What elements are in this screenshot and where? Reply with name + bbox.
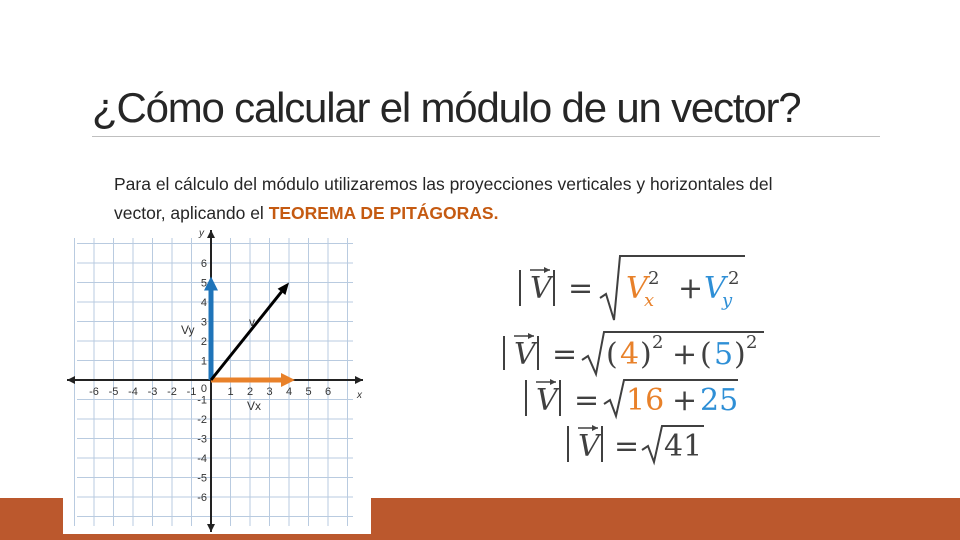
close-paren-1: ) bbox=[640, 337, 652, 372]
vy-label: Vy bbox=[181, 323, 195, 337]
equals-4: = bbox=[614, 429, 640, 464]
vector-graph bbox=[63, 226, 371, 534]
x-tick-label: -3 bbox=[147, 386, 158, 398]
x-tick-label: 3 bbox=[266, 386, 273, 398]
formula-svg bbox=[492, 252, 792, 472]
y-axis-top-arrow-icon bbox=[207, 230, 215, 238]
formula-line-2 bbox=[504, 332, 764, 374]
y-tick-label: 4 bbox=[200, 297, 207, 309]
y-axis-bottom-arrow-icon bbox=[207, 524, 215, 532]
y-tick-label: -1 bbox=[197, 394, 207, 407]
title-divider bbox=[92, 136, 880, 137]
slide-title: ¿Cómo calcular el módulo de un vector? bbox=[92, 84, 801, 131]
pythagoras-formula bbox=[492, 252, 792, 472]
x-tick-label: -6 bbox=[89, 386, 99, 398]
paragraph-text: Para el cálculo del módulo utilizaremos las proyecciones verticales y horizontales del vector, aplicando el bbox=[114, 174, 773, 223]
formula-line-1 bbox=[520, 256, 745, 320]
x-tick-label: 6 bbox=[324, 386, 332, 398]
formula-line-4 bbox=[568, 425, 704, 464]
x-tick-label: -1 bbox=[186, 386, 197, 398]
x-tick-label: 4 bbox=[285, 386, 293, 398]
vy-symbol: V bbox=[704, 271, 726, 306]
y-tick-label: 3 bbox=[200, 316, 207, 329]
slide-paragraph bbox=[114, 170, 814, 228]
formula-line-3 bbox=[526, 379, 738, 418]
equals-1: = bbox=[568, 271, 594, 306]
theorem-highlight: TEOREMA DE PITÁGORAS. bbox=[268, 203, 499, 223]
x-tick-label: -5 bbox=[108, 386, 119, 398]
value-sixteen: 16 bbox=[626, 383, 665, 418]
modulus-v-4: V bbox=[578, 429, 600, 464]
modulus-v-3: V bbox=[536, 383, 558, 418]
y-tick-label: -6 bbox=[197, 492, 207, 504]
vector-label: v bbox=[249, 315, 255, 329]
plus-2: + bbox=[672, 337, 698, 372]
y-tick-label: 5 bbox=[200, 277, 207, 290]
plus-3: + bbox=[672, 383, 698, 418]
y-tick-label: -2 bbox=[197, 414, 207, 426]
close-paren-2: ) bbox=[734, 337, 746, 372]
resultant-vector-line bbox=[211, 292, 282, 380]
x-tick-label: -2 bbox=[167, 386, 177, 398]
vx-square: 2 bbox=[648, 268, 660, 289]
vector-graph-svg bbox=[63, 226, 371, 534]
x-axis-label: x bbox=[357, 390, 362, 401]
plus-1: + bbox=[678, 271, 704, 306]
vx-label: Vx bbox=[247, 399, 262, 413]
open-paren-1: ( bbox=[606, 337, 618, 372]
vy-subscript: y bbox=[722, 290, 733, 311]
x-axis-right-arrow-icon bbox=[355, 376, 363, 384]
open-paren-2: ( bbox=[700, 337, 712, 372]
square-four: 2 bbox=[652, 332, 664, 353]
x-tick-label: 1 bbox=[227, 386, 234, 398]
y-tick-label: 1 bbox=[200, 355, 207, 368]
y-axis-label: y bbox=[199, 228, 204, 239]
origin-label: 0 bbox=[200, 383, 207, 395]
vx-symbol: V bbox=[626, 271, 648, 306]
x-axis-left-arrow-icon bbox=[67, 376, 75, 384]
y-tick-label: -5 bbox=[197, 472, 207, 485]
vy-square: 2 bbox=[728, 268, 740, 289]
modulus-v: V bbox=[530, 271, 552, 306]
equals-3: = bbox=[574, 383, 600, 418]
x-tick-label: -4 bbox=[128, 386, 138, 398]
modulus-v-2: V bbox=[514, 337, 536, 372]
y-tick-label: 2 bbox=[200, 336, 207, 348]
y-tick-label: 6 bbox=[200, 258, 207, 270]
value-twenty-five: 25 bbox=[700, 383, 739, 418]
square-five: 2 bbox=[746, 332, 758, 353]
x-tick-label: 5 bbox=[305, 386, 312, 398]
vx-subscript: x bbox=[644, 290, 655, 311]
vx-arrowhead-icon bbox=[281, 373, 295, 387]
value-forty-one: 41 bbox=[664, 429, 703, 464]
equals-2: = bbox=[552, 337, 578, 372]
value-five: 5 bbox=[714, 337, 734, 372]
y-tick-label: -4 bbox=[197, 453, 207, 465]
value-four: 4 bbox=[620, 337, 640, 372]
y-tick-label: -3 bbox=[197, 433, 207, 446]
x-tick-label: 2 bbox=[246, 386, 254, 398]
